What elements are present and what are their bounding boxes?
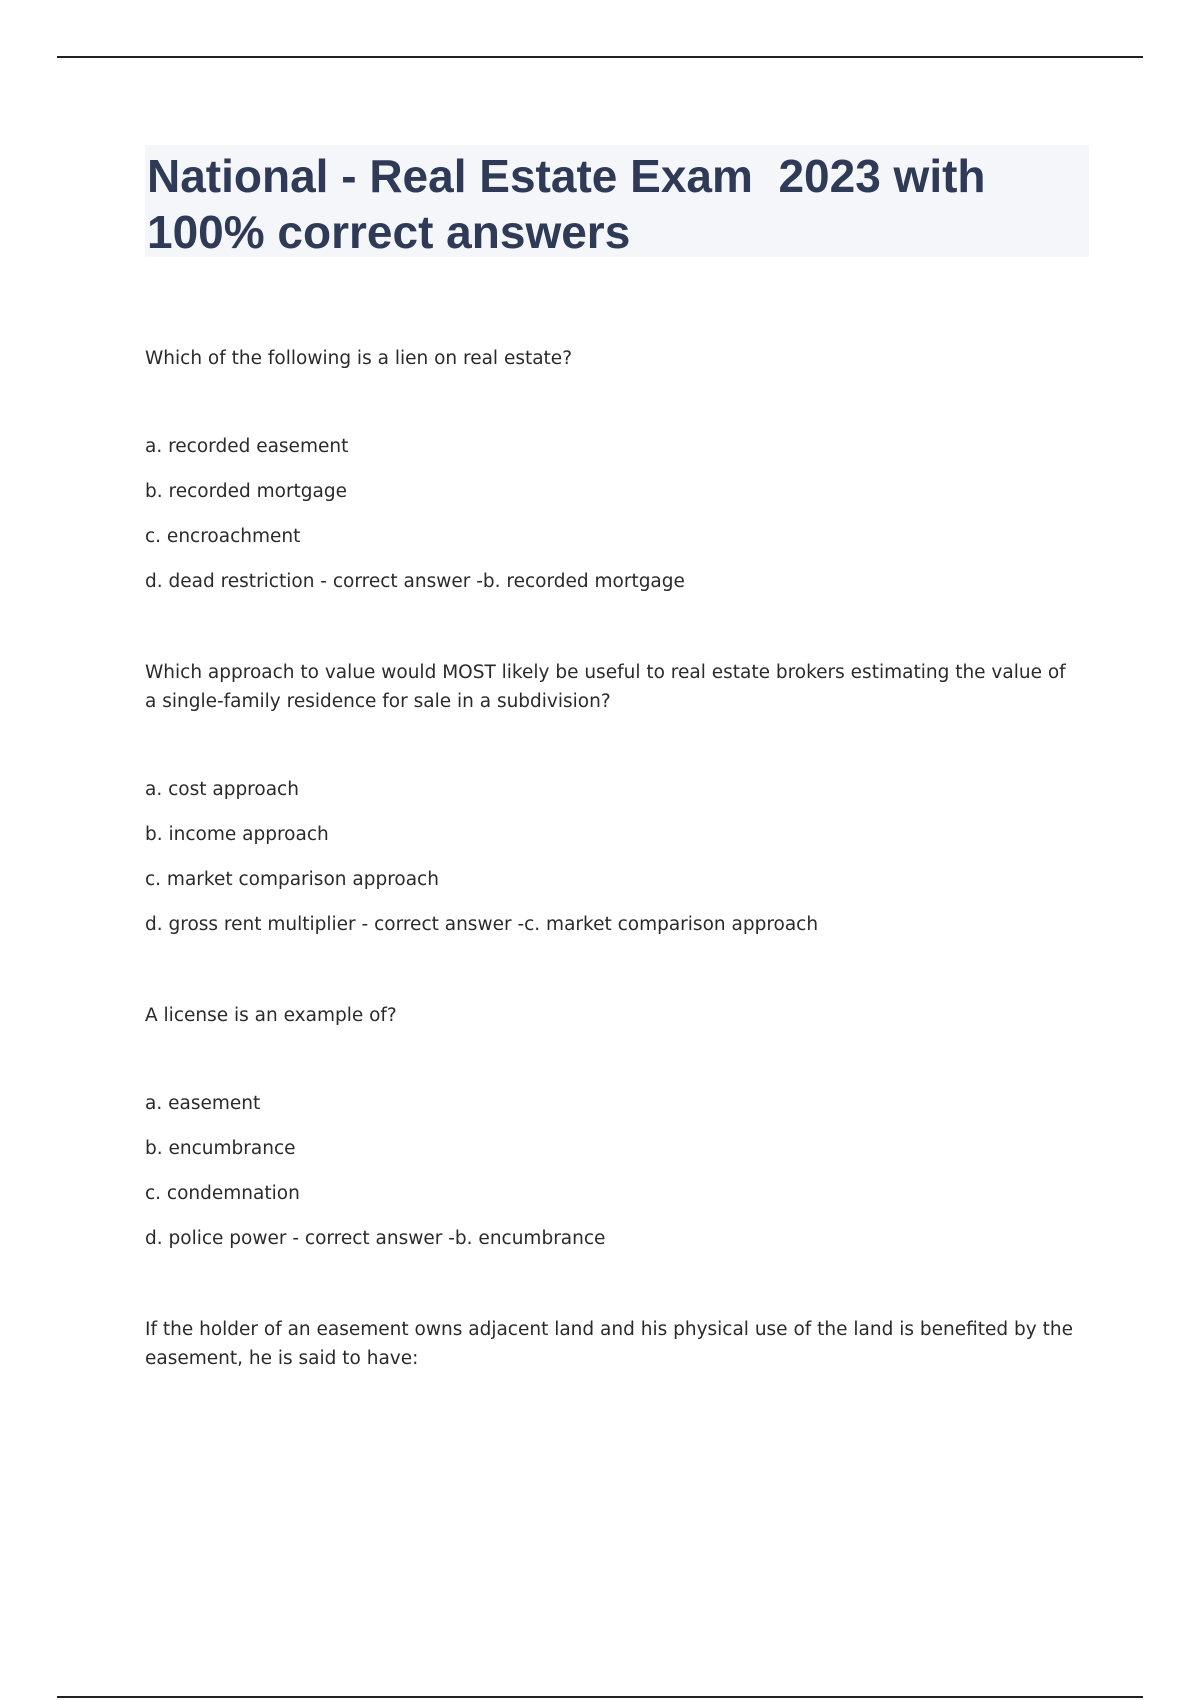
title-banner bbox=[145, 145, 1089, 257]
question-list bbox=[145, 344, 1075, 1373]
answer-option: a. recorded easement bbox=[145, 436, 349, 457]
answer-options bbox=[145, 434, 1075, 614]
answer-option-with-correct-answer: d. police power - correct answer -b. encumbrance bbox=[145, 1228, 606, 1249]
question-1 bbox=[145, 344, 1075, 614]
question-4 bbox=[145, 1315, 1075, 1373]
answer-option: b. encumbrance bbox=[145, 1138, 296, 1159]
answer-option: b. recorded mortgage bbox=[145, 481, 348, 502]
answer-options bbox=[145, 1091, 1075, 1271]
question-text: Which of the following is a lien on real estate? bbox=[145, 348, 573, 369]
top-divider bbox=[57, 56, 1143, 58]
answer-option-with-correct-answer: d. gross rent multiplier - correct answer -c. market comparison approach bbox=[145, 914, 819, 935]
question-text: Which approach to value would MOST likely be useful to real estate brokers estimating the value of a single-family residence for sale in a subdivision? bbox=[145, 662, 1066, 712]
answer-option: a. easement bbox=[145, 1093, 261, 1114]
answer-option: c. encroachment bbox=[145, 526, 301, 547]
document-title: National - Real Estate Exam 2023 with 100% correct answers bbox=[147, 150, 999, 258]
answer-option: c. market comparison approach bbox=[145, 869, 439, 890]
question-3 bbox=[145, 1001, 1075, 1271]
answer-options bbox=[145, 777, 1075, 957]
answer-option: b. income approach bbox=[145, 824, 329, 845]
question-text: If the holder of an easement owns adjacent land and his physical use of the land is benefited by the easement, he is said to have: bbox=[145, 1319, 1073, 1369]
answer-option: c. condemnation bbox=[145, 1183, 300, 1204]
question-text: A license is an example of? bbox=[145, 1005, 397, 1026]
bottom-divider bbox=[57, 1696, 1143, 1698]
answer-option: a. cost approach bbox=[145, 779, 299, 800]
question-2 bbox=[145, 658, 1075, 957]
answer-option-with-correct-answer: d. dead restriction - correct answer -b. recorded mortgage bbox=[145, 571, 685, 592]
